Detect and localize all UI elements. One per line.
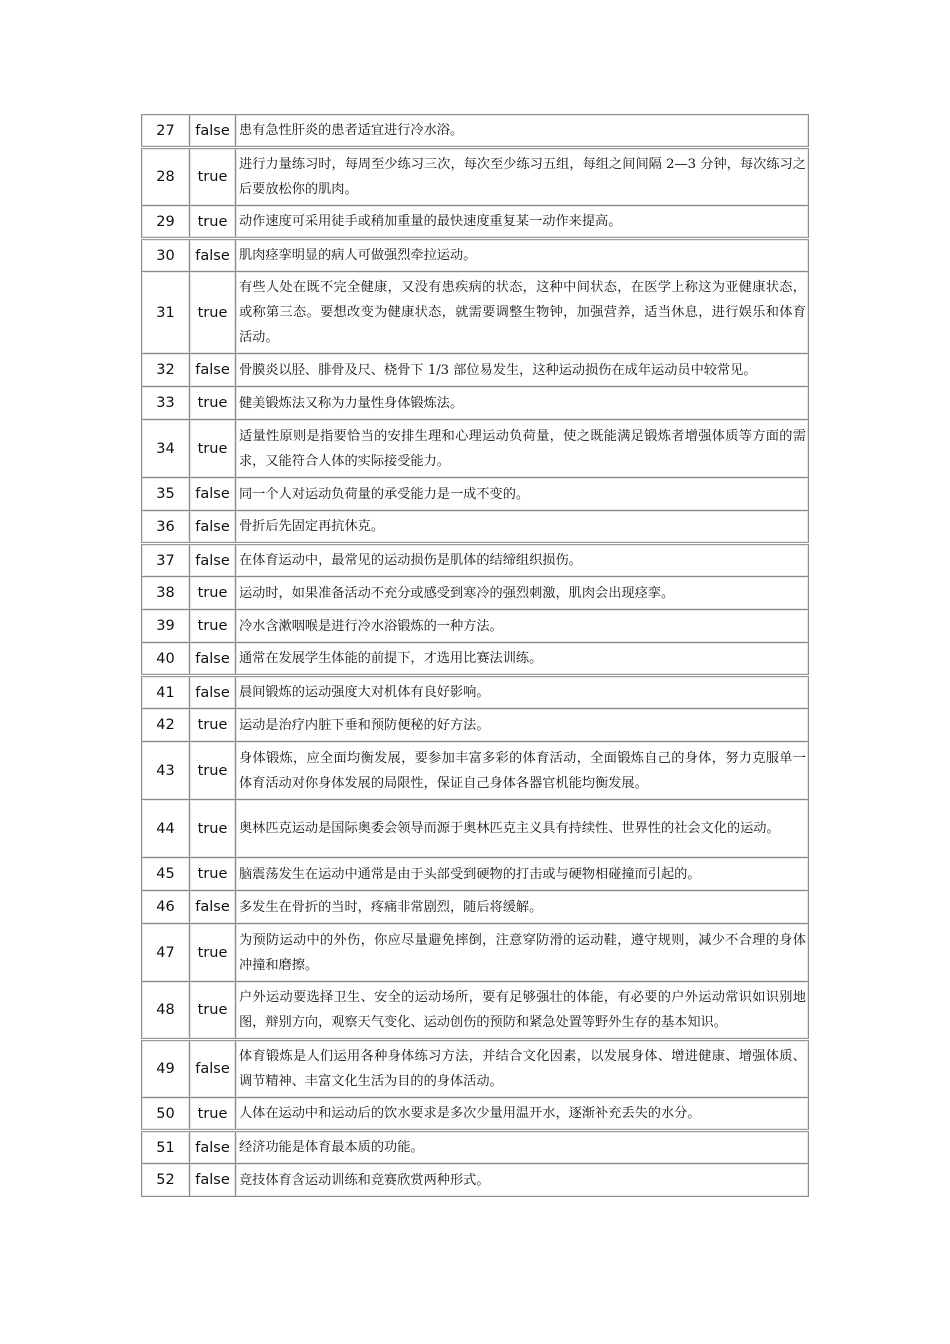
question-table [141, 114, 809, 1197]
question-number: 31 [142, 272, 190, 354]
answer-value: true [190, 858, 236, 891]
table-row [142, 420, 809, 478]
question-number: 28 [142, 148, 190, 206]
question-table-body [142, 115, 809, 1197]
table-row [142, 858, 809, 891]
table-row [142, 478, 809, 511]
question-text: 进行力量练习时，每周至少练习三次，每次至少练习五组，每组之间间隔 2—3 分钟，每次练习之后要放松你的肌肉。 [236, 148, 809, 206]
table-row [142, 511, 809, 544]
table-row [142, 742, 809, 800]
answer-value: true [190, 420, 236, 478]
question-number: 45 [142, 858, 190, 891]
question-number: 50 [142, 1098, 190, 1131]
question-number: 35 [142, 478, 190, 511]
table-row [142, 1131, 809, 1164]
question-number: 46 [142, 891, 190, 924]
table-row [142, 1164, 809, 1197]
question-number: 43 [142, 742, 190, 800]
question-text: 多发生在骨折的当时，疼痛非常剧烈，随后将缓解。 [236, 891, 809, 924]
question-text: 户外运动要选择卫生、安全的运动场所，要有足够强壮的体能，有必要的户外运动常识如识别地图，辩别方向，观察天气变化、运动创伤的预防和紧急处置等野外生存的基本知识。 [236, 982, 809, 1040]
table-row [142, 354, 809, 387]
question-number: 30 [142, 239, 190, 272]
question-text: 身体锻炼，应全面均衡发展，要参加丰富多彩的体育活动，全面锻炼自己的身体，努力克服单一体育活动对你身体发展的局限性，保证自己身体各器官机能均衡发展。 [236, 742, 809, 800]
answer-value: true [190, 577, 236, 610]
question-number: 29 [142, 206, 190, 239]
table-row [142, 544, 809, 577]
question-text: 骨折后先固定再抗休克。 [236, 511, 809, 544]
question-number: 41 [142, 676, 190, 709]
question-text: 冷水含漱咽喉是进行冷水浴锻炼的一种方法。 [236, 610, 809, 643]
question-text: 健美锻炼法又称为力量性身体锻炼法。 [236, 387, 809, 420]
answer-value: true [190, 742, 236, 800]
question-number: 37 [142, 544, 190, 577]
question-text: 运动是治疗内脏下垂和预防便秘的好方法。 [236, 709, 809, 742]
question-number: 33 [142, 387, 190, 420]
question-text: 奥林匹克运动是国际奥委会领导而源于奥林匹克主义具有持续性、世界性的社会文化的运动。 [236, 800, 809, 858]
question-number: 52 [142, 1164, 190, 1197]
table-row [142, 643, 809, 676]
question-text: 适量性原则是指要恰当的安排生理和心理运动负荷量，使之既能满足锻炼者增强体质等方面的需求，又能符合人体的实际接受能力。 [236, 420, 809, 478]
answer-value: true [190, 148, 236, 206]
answer-value: true [190, 387, 236, 420]
table-row [142, 115, 809, 148]
answer-value: false [190, 1040, 236, 1098]
table-row [142, 982, 809, 1040]
question-text: 脑震荡发生在运动中通常是由于头部受到硬物的打击或与硬物相碰撞而引起的。 [236, 858, 809, 891]
table-row [142, 387, 809, 420]
answer-value: false [190, 1131, 236, 1164]
question-number: 36 [142, 511, 190, 544]
answer-value: false [190, 676, 236, 709]
answer-value: false [190, 239, 236, 272]
answer-value: false [190, 478, 236, 511]
answer-value: false [190, 1164, 236, 1197]
table-row [142, 1098, 809, 1131]
question-text: 骨膜炎以胫、腓骨及尺、桡骨下 1/3 部位易发生，这种运动损伤在成年运动员中较常见。 [236, 354, 809, 387]
question-text: 动作速度可采用徒手或稍加重量的最快速度重复某一动作来提高。 [236, 206, 809, 239]
answer-value: false [190, 511, 236, 544]
table-row [142, 148, 809, 206]
question-number: 44 [142, 800, 190, 858]
question-number: 48 [142, 982, 190, 1040]
answer-value: false [190, 354, 236, 387]
question-text: 竞技体育含运动训练和竞赛欣赏两种形式。 [236, 1164, 809, 1197]
question-number: 27 [142, 115, 190, 148]
question-number: 47 [142, 924, 190, 982]
table-row [142, 924, 809, 982]
answer-value: false [190, 115, 236, 148]
question-number: 32 [142, 354, 190, 387]
question-number: 40 [142, 643, 190, 676]
answer-value: true [190, 800, 236, 858]
question-number: 39 [142, 610, 190, 643]
table-row [142, 206, 809, 239]
question-text: 在体育运动中，最常见的运动损伤是肌体的结缔组织损伤。 [236, 544, 809, 577]
answer-value: true [190, 982, 236, 1040]
answer-value: true [190, 610, 236, 643]
question-text: 患有急性肝炎的患者适宜进行冷水浴。 [236, 115, 809, 148]
answer-value: true [190, 709, 236, 742]
question-number: 49 [142, 1040, 190, 1098]
table-row [142, 610, 809, 643]
answer-value: true [190, 206, 236, 239]
question-text: 运动时，如果准备活动不充分或感受到寒冷的强烈刺激，肌肉会出现痉挛。 [236, 577, 809, 610]
question-text: 经济功能是体育最本质的功能。 [236, 1131, 809, 1164]
question-text: 人体在运动中和运动后的饮水要求是多次少量用温开水，逐渐补充丢失的水分。 [236, 1098, 809, 1131]
table-row [142, 800, 809, 858]
answer-value: true [190, 924, 236, 982]
answer-value: true [190, 272, 236, 354]
question-text: 肌肉痉挛明显的病人可做强烈牵拉运动。 [236, 239, 809, 272]
question-text: 通常在发展学生体能的前提下，才选用比赛法训练。 [236, 643, 809, 676]
question-text: 为预防运动中的外伤，你应尽量避免摔倒，注意穿防滑的运动鞋，遵守规则，减少不合理的身体冲撞和磨擦。 [236, 924, 809, 982]
table-row [142, 891, 809, 924]
table-row [142, 577, 809, 610]
table-row [142, 676, 809, 709]
answer-value: false [190, 643, 236, 676]
table-row [142, 272, 809, 354]
question-number: 42 [142, 709, 190, 742]
table-row [142, 1040, 809, 1098]
answer-value: true [190, 1098, 236, 1131]
question-number: 34 [142, 420, 190, 478]
question-text: 体育锻炼是人们运用各种身体练习方法，并结合文化因素，以发展身体、增进健康、增强体质、调节精神、丰富文化生活为目的的身体活动。 [236, 1040, 809, 1098]
question-number: 38 [142, 577, 190, 610]
question-text: 同一个人对运动负荷量的承受能力是一成不变的。 [236, 478, 809, 511]
answer-value: false [190, 891, 236, 924]
question-number: 51 [142, 1131, 190, 1164]
question-text: 有些人处在既不完全健康，又没有患疾病的状态，这种中间状态，在医学上称这为亚健康状态，或称第三态。要想改变为健康状态，就需要调整生物钟，加强营养，适当休息，进行娱乐和体育活动。 [236, 272, 809, 354]
table-row [142, 709, 809, 742]
question-text: 晨间锻炼的运动强度大对机体有良好影响。 [236, 676, 809, 709]
table-row [142, 239, 809, 272]
answer-value: false [190, 544, 236, 577]
